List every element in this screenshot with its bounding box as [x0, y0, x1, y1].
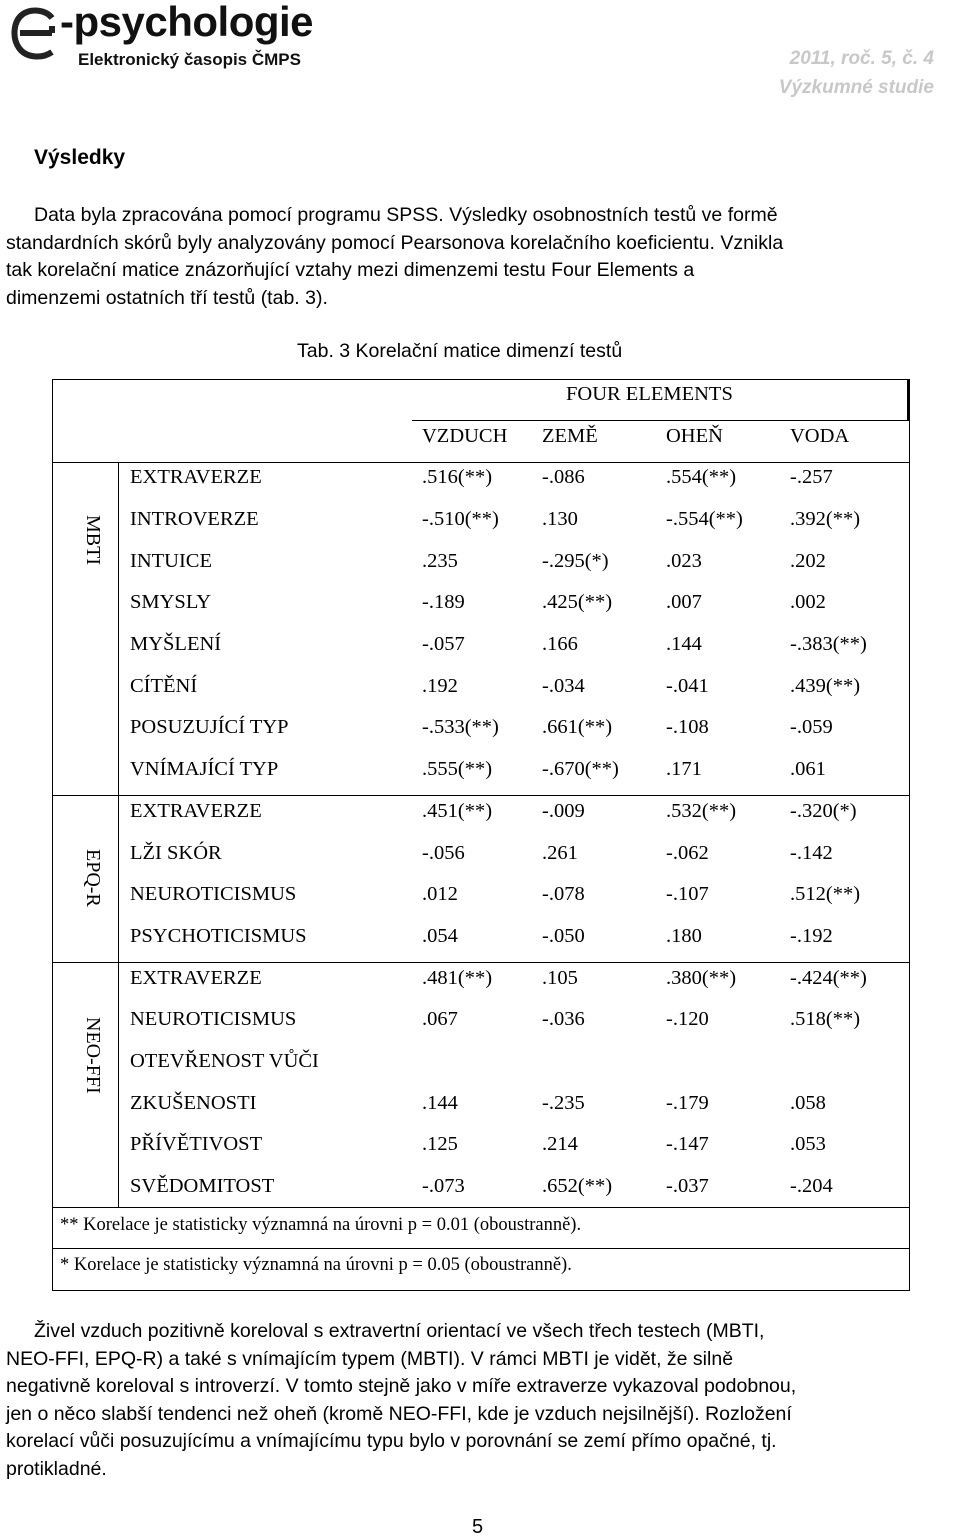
cell-value: .425(**) — [542, 591, 613, 613]
row-label: POSUZUJÍCÍ TYP — [130, 716, 289, 738]
table-row — [52, 874, 910, 915]
row-label: NEUROTICISMUS — [130, 883, 297, 905]
paragraph-line: jen o něco slabší tendenci než oheň (kromě NEO-FFI, kde je vzduch nejsilnější). Rozložení — [6, 1402, 792, 1425]
table-row — [52, 541, 910, 582]
cell-value: -.383(**) — [790, 633, 867, 655]
cell-value: .481(**) — [422, 967, 493, 989]
cell-value: .130 — [542, 508, 578, 530]
table-row — [52, 833, 910, 874]
cell-value: .166 — [542, 633, 578, 655]
cell-value: -.056 — [422, 842, 465, 864]
row-label: SVĚDOMITOST — [130, 1175, 275, 1197]
row-label: VNÍMAJÍCÍ TYP — [130, 758, 279, 780]
cell-value: .058 — [790, 1092, 826, 1114]
page-number: 5 — [472, 1516, 484, 1538]
cell-value: .144 — [422, 1092, 458, 1114]
cell-value: -.554(**) — [666, 508, 743, 530]
column-header-vzduch: VZDUCH — [422, 425, 508, 447]
paragraph-line: Živel vzduch pozitivně koreloval s extravertní orientací ve všech třech testech (MBTI, — [34, 1320, 765, 1342]
cell-value: .554(**) — [666, 466, 737, 488]
row-label: PSYCHOTICISMUS — [130, 925, 307, 947]
logo-subtitle: Elektronický časopis ČMPS — [78, 50, 301, 69]
cell-value: -.036 — [542, 1008, 585, 1030]
paragraph-line: standardních skórů byly analyzovány pomocí Pearsonova korelačního koeficientu. Vznikla — [6, 231, 784, 254]
row-label: NEUROTICISMUS — [130, 1008, 297, 1030]
column-header-voda: VODA — [790, 425, 850, 447]
row-label: CÍTĚNÍ — [130, 675, 198, 697]
cell-value: .235 — [422, 550, 458, 572]
issue-info — [779, 44, 934, 102]
issue-number: 2011, roč. 5, č. 4 — [789, 48, 934, 69]
row-label: EXTRAVERZE — [130, 967, 262, 989]
row-label: EXTRAVERZE — [130, 800, 262, 822]
cell-value: .439(**) — [790, 675, 861, 697]
group-divider — [52, 1207, 910, 1208]
cell-value: -.057 — [422, 633, 465, 655]
cell-value: -.086 — [542, 466, 585, 488]
paragraph-line: protikladné. — [6, 1457, 107, 1480]
cell-value: -.034 — [542, 675, 585, 697]
row-label: MYŠLENÍ — [130, 633, 222, 655]
cell-value: .518(**) — [790, 1008, 861, 1030]
table-row — [52, 499, 910, 540]
row-label: ZKUŠENOSTI — [130, 1092, 257, 1114]
row-label: INTUICE — [130, 550, 212, 572]
cell-value: -.533(**) — [422, 716, 499, 738]
cell-value: -.204 — [790, 1175, 833, 1197]
table-row — [52, 1124, 910, 1165]
row-label: SMYSLY — [130, 591, 212, 613]
cell-value: .053 — [790, 1133, 826, 1155]
table-row — [52, 582, 910, 623]
paragraph-line: Data byla zpracována pomocí programu SPSS. Výsledky osobnostních testů ve formě — [34, 204, 778, 226]
cell-value: -.424(**) — [790, 967, 867, 989]
logo-title: -psychologie — [60, 0, 314, 45]
section-kind: Výzkumné studie — [778, 77, 934, 98]
correlation-table — [52, 379, 910, 1291]
group-label-epq-r: EPQ-R — [82, 849, 104, 907]
cell-value: -.108 — [666, 716, 709, 738]
table-row — [52, 666, 910, 707]
cell-value: .261 — [542, 842, 578, 864]
cell-value: .007 — [666, 591, 702, 613]
cell-value: -.142 — [790, 842, 833, 864]
table-row — [52, 999, 910, 1040]
journal-logo — [8, 0, 368, 76]
table-row — [52, 749, 910, 790]
cell-value: .451(**) — [422, 800, 493, 822]
cell-value: .532(**) — [666, 800, 737, 822]
cell-value: -.009 — [542, 800, 585, 822]
cell-value: -.295(*) — [542, 550, 609, 572]
paragraph-line: negativně koreloval s introverzí. V tomto stejně jako v míře extraverze vykazoval podobnou, — [6, 1375, 797, 1397]
header-rule — [412, 420, 910, 421]
cell-value: .061 — [790, 758, 826, 780]
cell-value: -.670(**) — [542, 758, 619, 780]
cell-value: -.050 — [542, 925, 585, 947]
cell-value: .054 — [422, 925, 458, 947]
cell-value: -.192 — [790, 925, 833, 947]
group-label-neo-ffi: NEO-FFI — [82, 1017, 104, 1094]
table-border-top — [52, 379, 910, 380]
table-row — [52, 791, 910, 832]
cell-value: .652(**) — [542, 1175, 613, 1197]
row-label: OTEVŘENOST VŮČI — [130, 1050, 319, 1072]
cell-value: -.179 — [666, 1092, 709, 1114]
table-row-label-continuation — [52, 1041, 910, 1082]
cell-value: .125 — [422, 1133, 458, 1155]
cell-value: -.257 — [790, 466, 833, 488]
paragraph-line: dimenzemi ostatních tří testů (tab. 3). — [6, 286, 328, 309]
row-label: LŽI SKÓR — [130, 842, 222, 864]
column-header-ohen: OHEŇ — [666, 425, 723, 447]
cell-value: -.073 — [422, 1175, 465, 1197]
cell-value: -.107 — [666, 883, 709, 905]
table-row — [52, 707, 910, 748]
cell-value: -.147 — [666, 1133, 709, 1155]
paragraph-line: NEO-FFI, EPQ-R) a také s vnímajícím typem (MBTI). V rámci MBTI je vidět, že silně — [6, 1347, 734, 1370]
table-note: ** Korelace je statisticky významná na úrovni p = 0.01 (oboustranně). — [60, 1215, 582, 1235]
header-rule-thick — [907, 379, 910, 421]
cell-value: .012 — [422, 883, 458, 905]
cell-value: -.320(*) — [790, 800, 857, 822]
cell-value: .144 — [666, 633, 702, 655]
table-row — [52, 1083, 910, 1124]
cell-value: .171 — [666, 758, 702, 780]
cell-value: -.037 — [666, 1175, 709, 1197]
table-row — [52, 457, 910, 498]
column-header-zeme: ZEMĚ — [542, 425, 598, 447]
table-row — [52, 624, 910, 665]
table-caption: Tab. 3 Korelační matice dimenzí testů — [297, 340, 623, 362]
paragraph-line: tak korelační matice znázorňující vztahy mezi dimenzemi testu Four Elements a — [6, 259, 695, 281]
cell-value: .192 — [422, 675, 458, 697]
cell-value: -.059 — [790, 716, 833, 738]
cell-value: -.062 — [666, 842, 709, 864]
cell-value: -.235 — [542, 1092, 585, 1114]
cell-value: .392(**) — [790, 508, 861, 530]
table-row — [52, 1166, 910, 1207]
e-logo-icon — [8, 6, 62, 60]
results-paragraph — [6, 202, 954, 312]
table-row — [52, 916, 910, 957]
cell-value: -.510(**) — [422, 508, 499, 530]
cell-value: .516(**) — [422, 466, 493, 488]
row-label: INTROVERZE — [130, 508, 259, 530]
cell-value: .512(**) — [790, 883, 861, 905]
row-label: PŘÍVĚTIVOST — [130, 1133, 263, 1155]
table-note: * Korelace je statisticky významná na úrovni p = 0.05 (oboustranně). — [60, 1255, 572, 1275]
cell-value: -.120 — [666, 1008, 709, 1030]
cell-value: .180 — [666, 925, 702, 947]
row-label: EXTRAVERZE — [130, 466, 262, 488]
notes-divider — [52, 1248, 910, 1249]
cell-value: .380(**) — [666, 967, 737, 989]
table-row — [52, 958, 910, 999]
cell-value: -.041 — [666, 675, 709, 697]
cell-value: .202 — [790, 550, 826, 572]
cell-value: .214 — [542, 1133, 578, 1155]
discussion-paragraph — [6, 1318, 954, 1483]
table-border-bottom — [52, 1290, 910, 1291]
cell-value: -.078 — [542, 883, 585, 905]
cell-value: .661(**) — [542, 716, 613, 738]
cell-value: .105 — [542, 967, 578, 989]
cell-value: .067 — [422, 1008, 458, 1030]
paragraph-line: korelací vůči posuzujícímu a vnímajícímu typu bylo v porovnání se zemí přímo opačné, tj. — [6, 1430, 777, 1452]
section-title: Výsledky — [34, 146, 126, 169]
cell-value: -.189 — [422, 591, 465, 613]
group-label-mbti: MBTI — [82, 515, 104, 565]
cell-value: .023 — [666, 550, 702, 572]
cell-value: .002 — [790, 591, 826, 613]
cell-value: .555(**) — [422, 758, 493, 780]
super-header: FOUR ELEMENTS — [566, 383, 733, 405]
